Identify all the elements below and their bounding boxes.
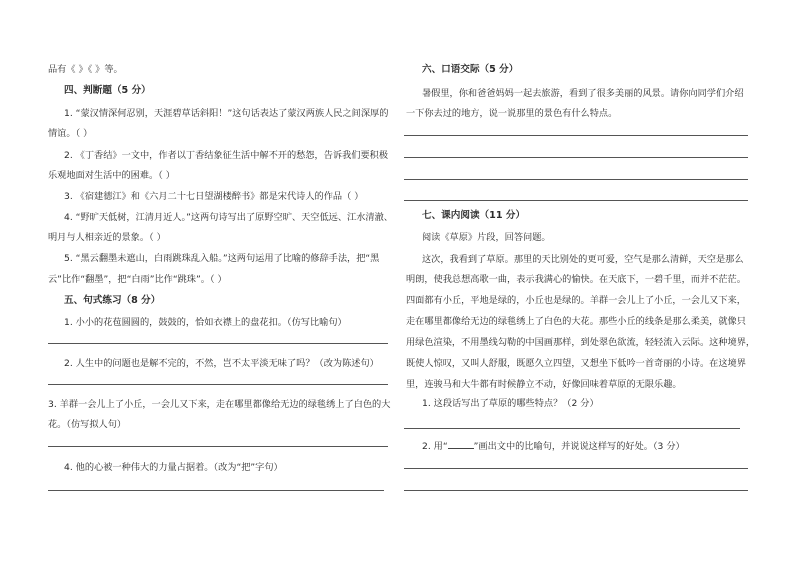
answer-line-q7-1[interactable] xyxy=(404,428,740,429)
answer-line-q6-1[interactable] xyxy=(404,135,748,136)
q4-5-line-1: 5. “黑云翻墨未遮山，白雨跳珠乱入船。”这两句运用了比喻的修辞手法，把“黑 xyxy=(64,253,380,264)
q5-3-line-2: 花。（仿写拟人句） xyxy=(48,419,127,430)
answer-line-q5-1[interactable] xyxy=(48,343,388,344)
q4-2-line-2: 乐观地面对生活中的困难。（ ） xyxy=(48,170,175,181)
q4-5-line-2: 云”比作“翻墨”，把“白雨”比作“跳珠”。（ ） xyxy=(48,274,227,285)
passage-line: 四面都有小丘，平地是绿的，小丘也是绿的。羊群一会儿上了小丘，一会儿又下来， xyxy=(406,295,746,306)
works-line: 品有《 》《 》等。 xyxy=(48,64,123,75)
section-7-title: 七、课内阅读（11 分） xyxy=(422,210,526,221)
passage-line: 走在哪里都像给无边的绿毯绣上了白色的大花。那些小丘的线条是那么柔美，就像只 xyxy=(406,316,746,327)
q5-4-line: 4. 他的心被一种伟大的力量占据着。（改为“把”字句） xyxy=(64,462,283,473)
underline-mark xyxy=(448,439,474,449)
q7-intro: 阅读《草原》片段，回答问题。 xyxy=(422,232,551,243)
q5-3-line-1: 3. 羊群一会儿上了小丘，一会儿又下来，走在哪里都像给无边的绿毯绣上了白色的大 xyxy=(48,399,391,410)
q6-line-2: 一下你去过的地方，说一说那里的景色有什么特点。 xyxy=(406,108,618,119)
passage-line: 既使人惊叹，又叫人舒服，既愿久立四望，又想坐下低吟一首奇丽的小诗。在这境界 xyxy=(406,358,746,369)
passage-line: 明朗，使我总想高歌一曲，表示我满心的愉快。在天底下，一碧千里，而并不茫茫。 xyxy=(406,274,746,285)
passage-line: 这次，我看到了草原。那里的天比别处的更可爱，空气是那么清鲜，天空是那么 xyxy=(422,254,744,265)
q4-3-line: 3. 《宿建德江》和《六月二十七日望湖楼醉书》都是宋代诗人的作品（ ） xyxy=(64,191,364,202)
q6-line-1: 暑假里，你和爸爸妈妈一起去旅游，看到了很多美丽的风景。请你向同学们介绍 xyxy=(422,88,744,99)
answer-line-q6-2[interactable] xyxy=(404,157,748,158)
q4-2-line-1: 2. 《丁香结》一文中，作者以丁香结象征生活中解不开的愁怨，告诉我们要积极 xyxy=(64,150,389,161)
q4-4-line-2: 明月与人相亲近的景象。（ ） xyxy=(48,232,166,243)
q7-2-line xyxy=(422,439,685,453)
answer-line-q5-2[interactable] xyxy=(48,384,388,385)
section-6-title: 六、口语交际（5 分） xyxy=(422,64,519,75)
section-5-title: 五、句式练习（8 分） xyxy=(64,295,161,306)
passage-line: 里，连骏马和大牛都有时候静立不动，好像回味着草原的无限乐趣。 xyxy=(406,379,682,390)
answer-line-q5-4[interactable] xyxy=(48,490,384,491)
q7-1-line: 1. 这段话写出了草原的哪些特点？（2 分） xyxy=(422,398,599,409)
q4-1-line-2: 情谊。（ ） xyxy=(48,128,93,139)
section-4-title: 四、判断题（5 分） xyxy=(64,85,151,96)
q5-2-line: 2. 人生中的问题也是解不完的，不然，岂不太平淡无味了吗？（改为陈述句） xyxy=(64,358,379,369)
q7-2-suffix: ”画出文中的比喻句，并说说这样写的好处。（3 分） xyxy=(473,441,685,452)
answer-line-q6-4[interactable] xyxy=(404,200,748,201)
q4-1-line-1: 1. “蒙汉情深何忍别，天涯碧草话斜阳！”这句话表达了蒙汉两族人民之间深厚的 xyxy=(64,108,389,119)
passage-line: 用绿色渲染，不用墨线勾勒的中国画那样，到处翠色欲流，轻轻流入云际。这种境界， xyxy=(406,337,756,348)
q4-4-line-1: 4. “野旷天低树，江清月近人。”这两句诗写出了原野空旷、天空低远、江水清澈、 xyxy=(64,212,393,223)
answer-line-q7-2-1[interactable] xyxy=(404,468,748,469)
answer-line-q5-3[interactable] xyxy=(48,446,388,447)
answer-line-q7-2-2[interactable] xyxy=(404,490,748,491)
answer-line-q6-3[interactable] xyxy=(404,179,748,180)
q7-2-prefix: 2. 用“ xyxy=(422,441,448,452)
q5-1-line: 1. 小小的花苞圆圆的，鼓鼓的，恰如衣襟上的盘花扣。（仿写比喻句） xyxy=(64,317,347,328)
